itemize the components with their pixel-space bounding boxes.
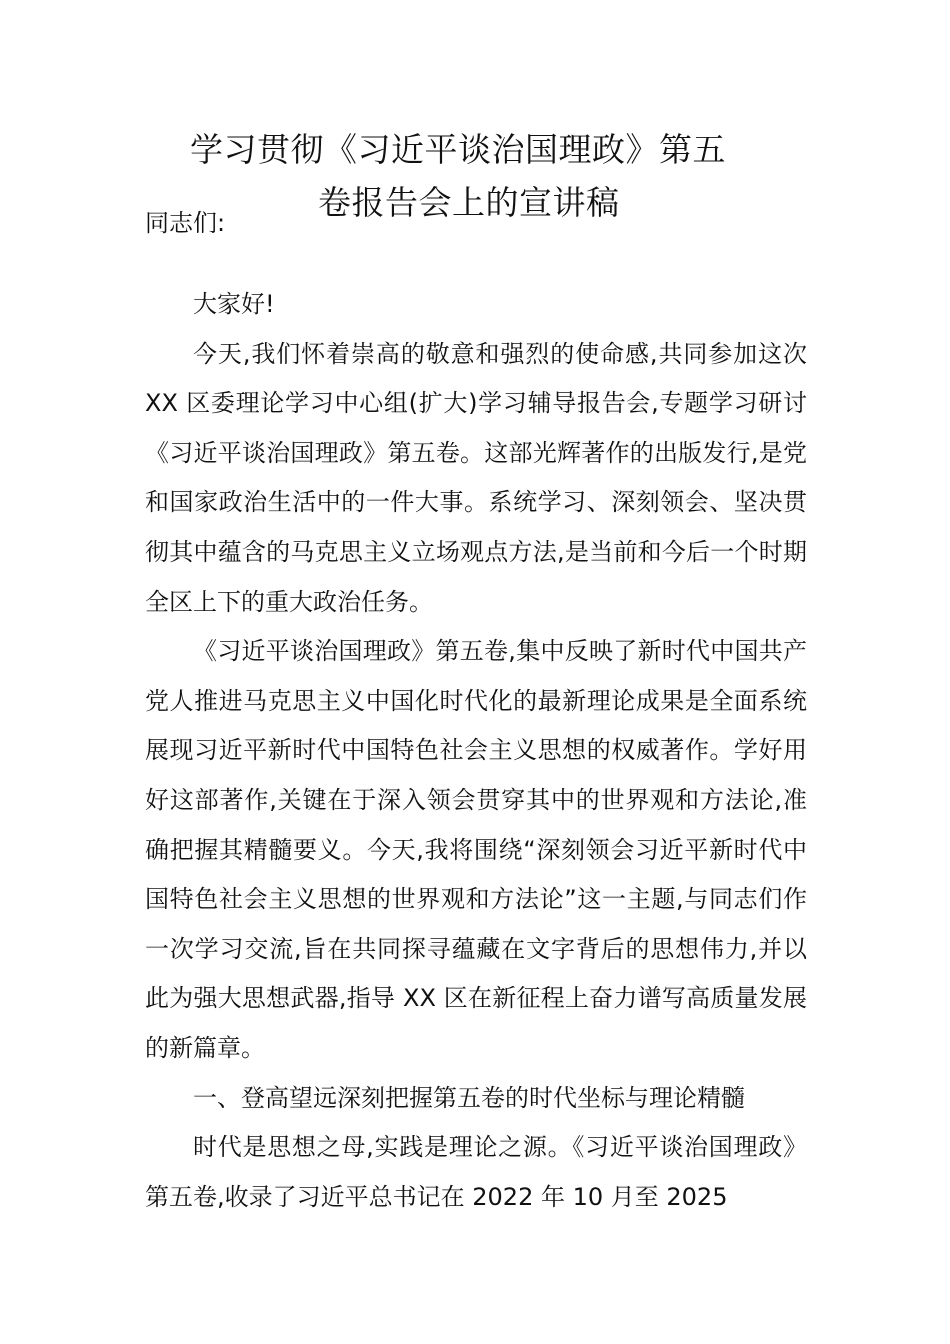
paragraph-greeting: 大家好! xyxy=(193,290,275,318)
document-title-line-2: 卷报告会上的宣讲稿 xyxy=(318,183,620,222)
document-title-line-1: 学习贯彻《习近平谈治国理政》第五 xyxy=(190,130,726,169)
document-body xyxy=(145,280,807,1222)
paragraph-volume-summary: 《习近平谈治国理政》第五卷,集中反映了新时代中国共产党人推进马克思主义中国化时代化的最新理论成果是全面系统展现习近平新时代中国特色社会主义思想的权威著作。学好用好这部著作,关键在于深入领会贯穿其中的世界观和方法论,准确把握其精髓要义。今天,我将围绕“深刻领会习近平新时代中国特色社会主义思想的世界观和方法论”这一主题,与同志们作一次学习交流,旨在共同探寻蕴藏在文字背后的思想伟力,并以此为强大思想武器,指导 XX 区在新征程上奋力谱写高质量发展的新篇章。 xyxy=(145,637,807,1062)
salutation: 同志们: xyxy=(145,209,226,237)
paragraph-section-1: 时代是思想之母,实践是理论之源。《习近平谈治国理政》第五卷,收录了习近平总书记在 2022 年 10 月至 2025 xyxy=(145,1133,807,1211)
paragraph-intro: 今天,我们怀着崇高的敬意和强烈的使命感,共同参加这次 XX 区委理论学习中心组(扩大)学习辅导报告会,专题学习研讨《习近平谈治国理政》第五卷。这部光辉著作的出版发行,是党和国家政治生活中的一件大事。系统学习、深刻领会、坚决贯彻其中蕴含的马克思主义立场观点方法,是当前和今后一个时期全区上下的重大政治任务。 xyxy=(145,339,807,616)
section-heading-1: 一、登高望远深刻把握第五卷的时代坐标与理论精髓 xyxy=(193,1083,745,1112)
